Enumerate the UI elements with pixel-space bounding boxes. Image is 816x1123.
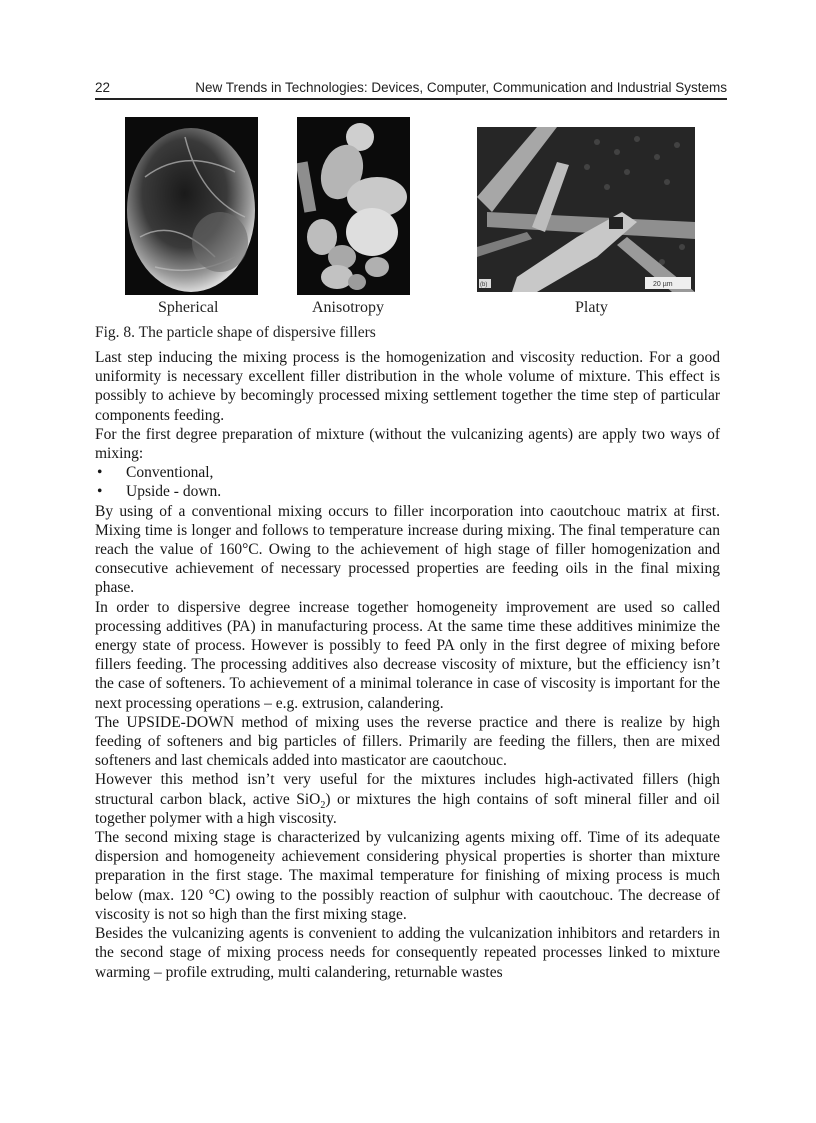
body-text: [95, 348, 720, 982]
list-item: [95, 463, 720, 482]
subscript: 2: [320, 799, 326, 811]
paragraph: The second mixing stage is characterized by vulcanizing agents mixing off. Time of its adequate dispersion and homogeneity achievement considering physical properties is shorter than mixture preparation in the first stage. The maximal temperature for finishing of mixing process is much below (max. 120 °C) owing to the possibly reaction of sulphur with caoutchouc. The decrease of viscosity is not so high than the first mixing stage.: [95, 829, 720, 923]
paragraph: In order to dispersive degree increase together homogeneity improvement are used so called processing additives (PA) in manufacturing process. At the same time these additives minimize the energy state of process. However is possibly to feed PA only in the first degree of mixing before fillers feeding. The processing additives also decrease viscosity of mixture, but the efficiency isn’t the case of softeners. To achievement of a minimal tolerance in case of viscosity is important for the next processing operations – e.g. extrusion, calandering.: [95, 598, 720, 712]
panel-inset-label: (b): [480, 282, 488, 288]
list-item-text: Upside - down.: [126, 483, 222, 501]
panel-label-platy: Platy: [575, 299, 608, 316]
mixing-methods-list: [95, 463, 720, 501]
page-number: 22: [95, 80, 111, 95]
list-item-text: Conventional,: [126, 464, 214, 482]
paragraph: For the first degree preparation of mixture (without the vulcanizing agents) are apply two ways of mixing:: [95, 425, 720, 463]
text-run: ) or mixtures the high contains of soft mineral filler and oil together polymer with a high viscosity.: [95, 790, 720, 827]
figure-image-anisotropy: [297, 117, 410, 295]
paragraph: Besides the vulcanizing agents is convenient to adding the vulcanization inhibitors and retarders in the second stage of mixing process needs for consequently repeated processes linked to mixture warming – profile extruding, multi calandering, returnable wastes: [95, 925, 720, 981]
paragraph: By using of a conventional mixing occurs to filler incorporation into caoutchouc matrix at first. Mixing time is longer and follows to temperature increase during mixing. The final temperature can reach the value of 160°C. Owing to the achievement of high stage of filler homogenization and consecutive achievement of necessary processed properties are feeding oils in the final mixing phase.: [95, 502, 720, 597]
running-title: New Trends in Technologies: Devices, Computer, Communication and Industrial Systems: [195, 80, 727, 95]
figure-image-platy: [477, 127, 695, 292]
figure-image-spherical: [125, 117, 258, 295]
figure-caption: Fig. 8. The particle shape of dispersive fillers: [95, 324, 376, 341]
paragraph: The UPSIDE-DOWN method of mixing uses the reverse practice and there is realize by high feeding of softeners and big particles of fillers. Primarily are feeding the fillers, then are mixed softeners and last chemicals added into masticator are caoutchouc.: [95, 713, 720, 770]
text-run: However this method isn’t very useful for the mixtures includes high-activated fillers (high structural carbon black, active SiO: [95, 771, 720, 808]
paragraph: Last step inducing the mixing process is the homogenization and viscosity reduction. For a good uniformity is necessary excellent filler distribution in the whole volume of mixture. This effect is possibly to achieve by becomingly processed mixing settlement together the time step of particular components feeding.: [95, 349, 720, 424]
panel-label-spherical: Spherical: [158, 299, 219, 316]
list-item: [95, 482, 720, 501]
running-header: [95, 80, 727, 100]
bullet-icon: •: [97, 464, 103, 482]
scale-bar-label: 20 µm: [653, 281, 673, 288]
panel-label-anisotropy: Anisotropy: [312, 299, 384, 316]
bullet-icon: •: [97, 483, 103, 501]
paragraph: [95, 770, 720, 828]
